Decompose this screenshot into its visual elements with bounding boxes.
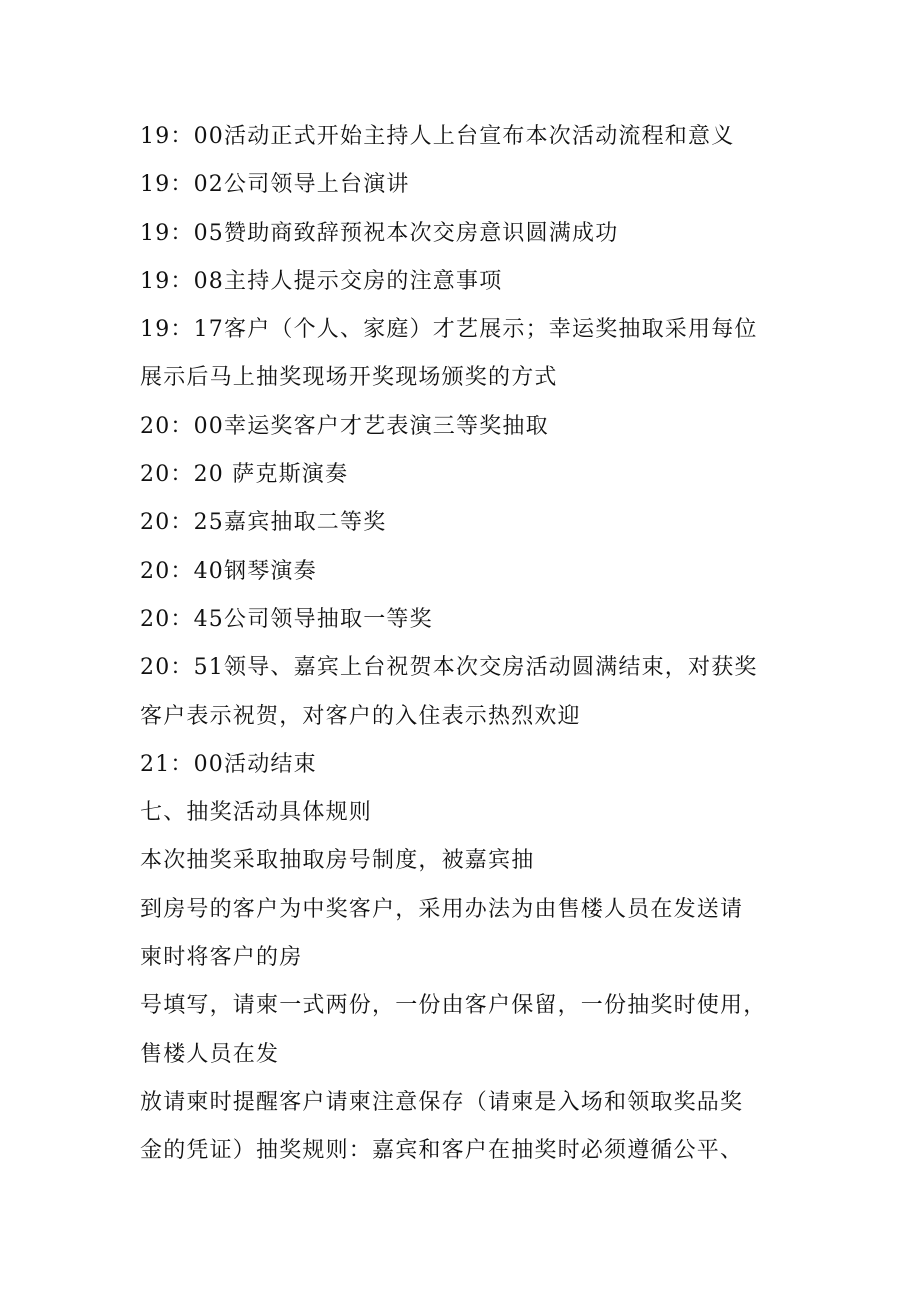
text-line: 售楼人员在发	[140, 1041, 280, 1067]
text-line: 19：02公司领导上台演讲	[140, 172, 410, 198]
text-line: 20：00幸运奖客户才艺表演三等奖抽取	[140, 413, 549, 439]
text-line: 20：25嘉宾抽取二等奖	[140, 510, 387, 536]
text-line: 金的凭证）抽奖规则：嘉宾和客户在抽奖时必须遵循公平、	[140, 1138, 744, 1164]
text-line: 到房号的客户为中奖客户，采用办法为由售楼人员在发送请	[140, 896, 744, 922]
text-line: 19：05赞助商致辞预祝本次交房意识圆满成功	[140, 220, 619, 246]
text-line: 20：20 萨克斯演奏	[140, 462, 349, 488]
section-heading: 七、抽奖活动具体规则	[140, 800, 373, 826]
text-line: 19：08主持人提示交房的注意事项	[140, 268, 503, 294]
text-line: 放请柬时提醒客户请柬注意保存（请柬是入场和领取奖品奖	[140, 1089, 744, 1115]
text-line: 展示后马上抽奖现场开奖现场颁奖的方式	[140, 365, 558, 391]
text-line: 19：17客户（个人、家庭）才艺展示；幸运奖抽取采用每位	[140, 317, 758, 343]
text-line: 20：45公司领导抽取一等奖	[140, 606, 433, 632]
text-line: 20：40钢琴演奏	[140, 558, 317, 584]
text-line: 20：51领导、嘉宾上台祝贺本次交房活动圆满结束，对获奖	[140, 655, 758, 681]
text-line: 本次抽奖采取抽取房号制度，被嘉宾抽	[140, 848, 535, 874]
document-body	[140, 113, 790, 1176]
text-line: 21：00活动结束	[140, 751, 317, 777]
text-line: 19：00活动正式开始主持人上台宣布本次活动流程和意义	[140, 124, 735, 149]
text-line: 客户表示祝贺，对客户的入住表示热烈欢迎	[140, 703, 581, 729]
text-line: 柬时将客户的房	[140, 945, 303, 971]
text-line: 号填写，请柬一式两份，一份由客户保留，一份抽奖时使用，	[140, 993, 767, 1019]
